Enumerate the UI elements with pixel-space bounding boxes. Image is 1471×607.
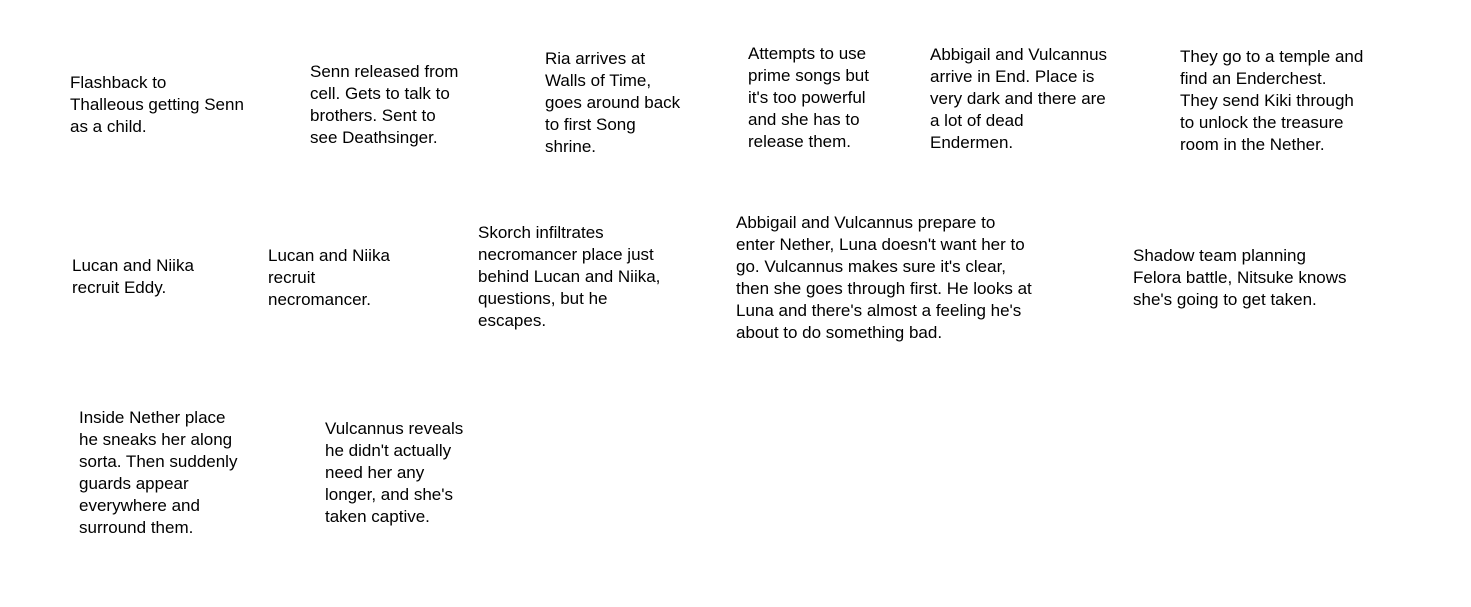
note-senn-released: Senn released from cell. Gets to talk to brothers. Sent to see Deathsinger.	[310, 62, 459, 147]
note-inside-nether: Inside Nether place he sneaks her along sorta. Then suddenly guards appear everywhere and surround them.	[79, 408, 238, 537]
note-arrive-in-end: Abbigail and Vulcannus arrive in End. Place is very dark and there are a lot of dead Endermen.	[930, 45, 1108, 152]
note-recruit-eddy: Lucan and Niika recruit Eddy.	[72, 256, 194, 297]
note-shadow-team-planning: Shadow team planning Felora battle, Nitsuke knows she's going to get taken.	[1133, 246, 1347, 309]
note-ria-walls-of-time: Ria arrives at Walls of Time, goes around back to first Song shrine.	[545, 49, 681, 156]
note-prepare-enter-nether: Abbigail and Vulcannus prepare to enter Nether, Luna doesn't want her to go. Vulcannus makes sure it's clear, then she goes through first. He looks at Luna and there's almost a feeling he's about to do something bad.	[736, 213, 1032, 342]
note-skorch-infiltrates: Skorch infiltrates necromancer place just behind Lucan and Niika, questions, but he escapes.	[478, 223, 661, 330]
note-temple-enderchest: They go to a temple and find an Enderchest. They send Kiki through to unlock the treasure room in the Nether.	[1180, 47, 1364, 154]
note-recruit-necromancer: Lucan and Niika recruit necromancer.	[268, 246, 390, 309]
note-vulcannus-reveals: Vulcannus reveals he didn't actually need her any longer, and she's taken captive.	[325, 419, 464, 526]
note-prime-songs: Attempts to use prime songs but it's too powerful and she has to release them.	[748, 44, 869, 151]
note-flashback-thalleous: Flashback to Thalleous getting Senn as a child.	[70, 73, 244, 136]
